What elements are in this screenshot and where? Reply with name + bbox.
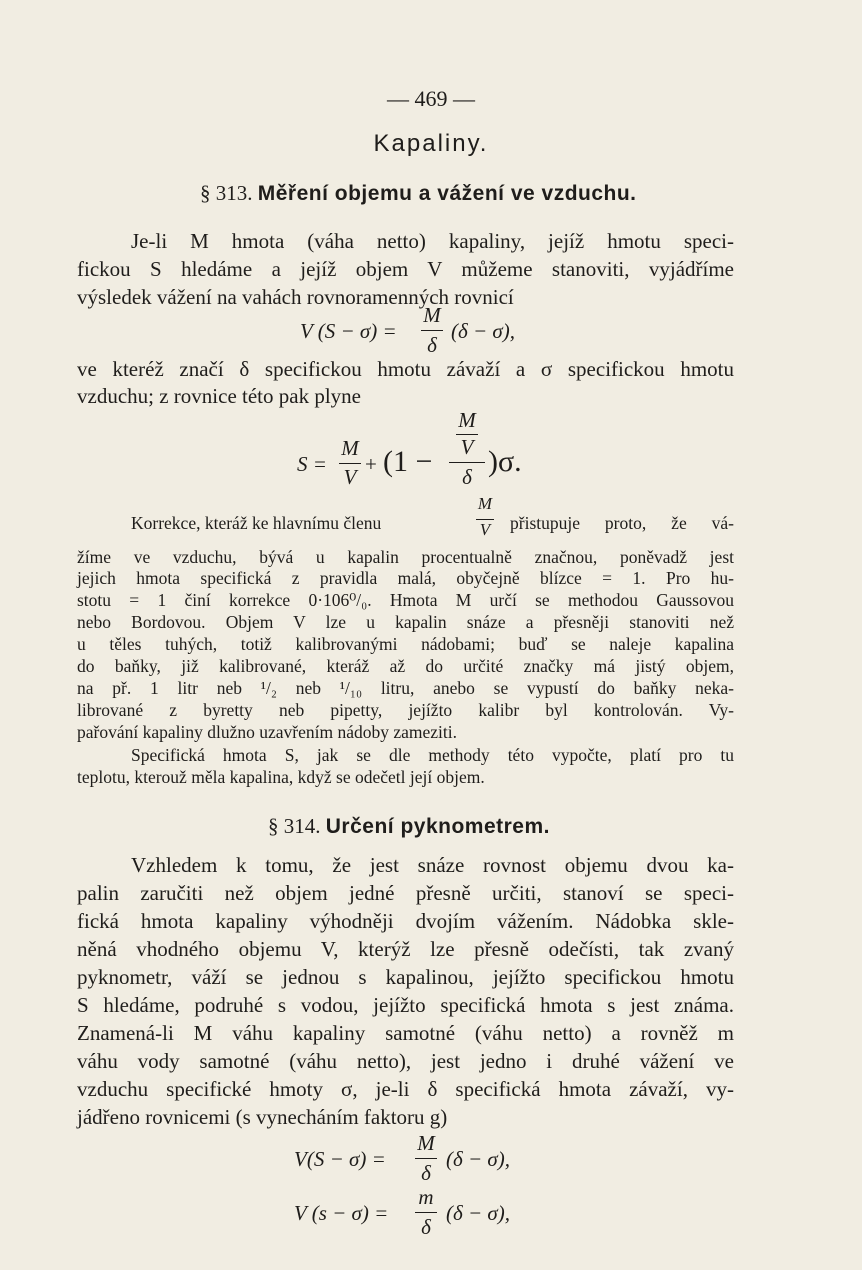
inline-fraction-denominator: V: [479, 520, 491, 539]
s314-p1-line6: S hledáme, podruhé s vodou, jejížto specifická hmota s jest známa.: [77, 993, 734, 1017]
page-number: — 469 —: [387, 86, 475, 111]
s314-p1-line10: jádřeno rovnicemi (s vynecháním faktoru g): [77, 1105, 448, 1129]
equation-2-frac2-denominator: δ: [462, 465, 472, 489]
equation-1-right: (δ − σ),: [451, 319, 516, 343]
equation-4-right: (δ − σ),: [446, 1201, 511, 1225]
section-313-heading: [200, 181, 637, 206]
s313-p3-line10: pařování kapaliny dlužno uzavřením nádoby zameziti.: [77, 722, 458, 742]
equation-4-left: V (s − σ) =: [294, 1201, 389, 1225]
equation-3-fraction-bar: [415, 1158, 437, 1159]
equation-3-numerator: M: [417, 1131, 435, 1155]
equation-2-close: )σ.: [488, 445, 522, 478]
s313-p2-line2: vzduchu; z rovnice této pak plyne: [77, 384, 361, 408]
s313-p3-line4: stotu = 1 činí korrekce 0·106⁰/₀. Hmota M určí se methodou Gaussovou: [77, 590, 734, 610]
s314-p1-line7: Znamená-li M váhu kapaliny samotné (váhu netto) a rovněž m: [77, 1021, 734, 1045]
section-313-number: § 313.: [200, 181, 253, 205]
s313-p1-line2: fickou S hledáme a jejíž objem V můžeme stanoviti, vyjádříme: [77, 257, 734, 281]
s313-p3-line1b: přistupuje proto, že vá-: [510, 513, 734, 533]
equation-4-fraction-bar: [415, 1212, 437, 1213]
s313-p3-line9: librované z byretty neb pipetty, jejížto kalibr byl kontrolován. Vy-: [77, 700, 734, 720]
equation-2-frac2-numerator-bottom: V: [460, 435, 474, 459]
s313-p3-line7: do baňky, již kalibrované, kteráž až do určité značky má jistý objem,: [77, 656, 734, 676]
inline-fraction-numerator: M: [477, 494, 493, 513]
s314-p1-line4: něná vhodného objemu V, kterýž lze přesně odečísti, tak zvaný: [77, 937, 734, 961]
s313-p1-line1: Je-li M hmota (váha netto) kapaliny, jejíž hmotu speci-: [131, 229, 734, 253]
s314-p1-line5: pyknometr, váží se jednou s kapalinou, jejížto specifickou hmotu: [77, 965, 734, 989]
equation-1-denominator: δ: [427, 333, 437, 357]
s314-p1-line2: palin zaručiti než objem jedné přesně určiti, stanoví se speci-: [77, 881, 734, 905]
s313-p3-line1a: Korrekce, kteráž ke hlavnímu členu: [131, 513, 382, 533]
section-314-heading: [268, 814, 550, 839]
equation-2-frac2-bar: [449, 462, 485, 463]
s313-p3-line5: nebo Bordovou. Objem V lze u kapalin snáze a přesněji stanoviti než: [77, 612, 734, 632]
equation-2-lhs: S =: [297, 452, 327, 476]
s313-p3-line6: u těles tuhých, totiž kalibrovanými nádobami; buď se naleje kapalina: [77, 634, 734, 654]
section-314-title: Určení pyknometrem.: [325, 815, 550, 838]
equation-2-open: (1 −: [383, 445, 433, 478]
chapter-title: Kapaliny.: [373, 130, 489, 157]
equation-2-frac2-numerator-top: M: [458, 408, 476, 432]
equation-1-left: V (S − σ) =: [300, 319, 397, 343]
equation-3-left: V(S − σ) =: [294, 1147, 386, 1171]
equation-4-numerator: m: [418, 1185, 434, 1209]
equation-3-denominator: δ: [421, 1161, 431, 1185]
s313-p3-line3: jejich hmota specifická z pravidla malá, obyčejně blízce = 1. Pro hu-: [77, 568, 734, 588]
s313-p2-line1: ve kteréž značí δ specifickou hmotu závaží a σ specifickou hmotu: [77, 357, 734, 381]
equation-1-fraction-bar: [421, 330, 443, 331]
equation-1-numerator: M: [423, 303, 441, 327]
s313-p3-line2: žíme ve vzduchu, bývá u kapalin procentualně značnou, poněvadž jest: [77, 547, 734, 567]
s313-p4-line2: teplotu, kterouž měla kapalina, když se odečetl její objem.: [77, 767, 485, 787]
section-314-number: § 314.: [268, 814, 321, 838]
s314-p1-line8: váhu vody samotné (váhu netto), jest jedno i druhé vážení ve: [77, 1049, 734, 1073]
equation-2-frac1-bar: [339, 463, 361, 464]
equation-2-frac1-denominator: V: [343, 465, 357, 489]
section-313-title: Měření objemu a vážení ve vzduchu.: [257, 182, 637, 205]
equation-2-frac1-numerator: M: [341, 436, 359, 460]
s313-p1-line3: výsledek vážení na vahách rovnoramenných rovnicí: [77, 285, 514, 309]
s314-p1-line3: fická hmota kapaliny výhodněji dvojím vážením. Nádobka skle-: [77, 909, 734, 933]
equation-2-plus: +: [365, 452, 377, 476]
s313-p3-line8: na př. 1 litr neb ¹/₂ neb ¹/₁₀ litru, anebo se vypustí do baňky neka-: [77, 678, 734, 698]
s314-p1-line9: vzduchu specifické hmoty σ, je-li δ specifická hmota závaží, vy-: [77, 1077, 734, 1101]
equation-4-denominator: δ: [421, 1215, 431, 1239]
s314-p1-line1: Vzhledem k tomu, že jest snáze rovnost objemu dvou ka-: [131, 853, 734, 877]
equation-3-right: (δ − σ),: [446, 1147, 511, 1171]
s313-p4-line1: Specifická hmota S, jak se dle methody této vypočte, platí pro tu: [131, 745, 734, 765]
